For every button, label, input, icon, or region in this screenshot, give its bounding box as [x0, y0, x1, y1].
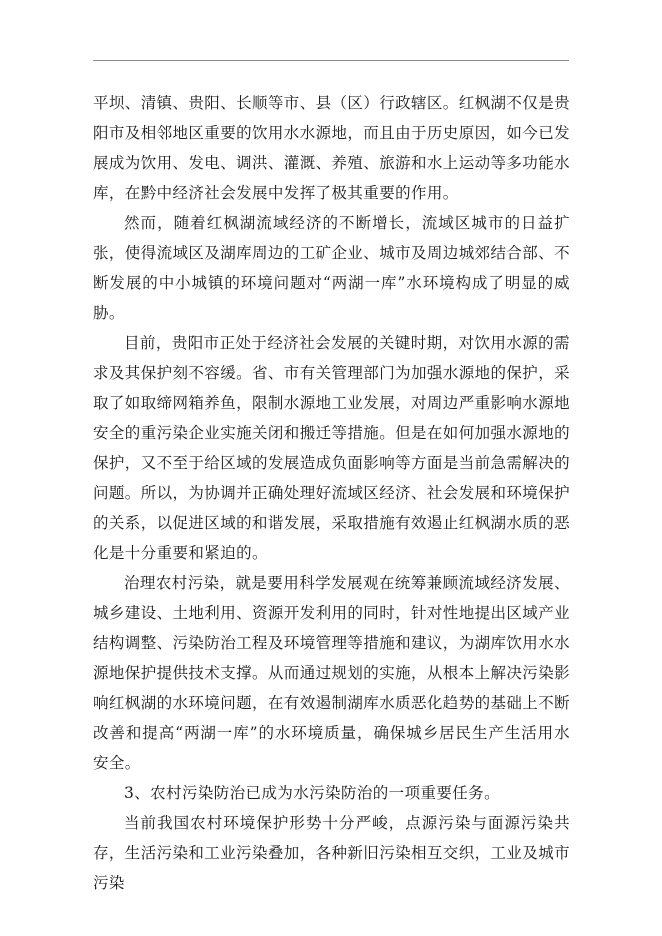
paragraph-continuation: 平坝、清镇、贵阳、长顺等市、县（区）行政辖区。红枫湖不仅是贵阳市及相邻地区重要的饮用水水源地，而且由于历史原因，如今已发展成为饮用、发电、调洪、灌溉、养殖、旅游和水上运动等多功能水库，在黔中经济社会发展中发挥了极其重要的作用。	[93, 94, 571, 202]
paragraph-rural-environment: 当前我国农村环境保护形势十分严峻，点源污染与面源污染共存，生活污染和工业污染叠加，各种新旧污染相互交织，工业及城市污染	[93, 814, 571, 892]
paragraph-rural-pollution-control: 治理农村污染，就是要用科学发展观在统筹兼顾流域经济发展、城乡建设、土地利用、资源开发利用的同时，针对性地提出区域产业结构调整、污染防治工程及环境管理等措施和建议，为湖库饮用水水源地保护提供技术支撑。从而通过规划的实施，从根本上解决污染影响红枫湖的水环境问题，在有效遏制湖库水质恶化趋势的基础上不断改善和提高“两湖一库”的水环境质量，确保城乡居民生产生活用水安全。	[93, 574, 571, 772]
paragraph-current-situation: 目前，贵阳市正处于经济社会发展的关键时期，对饮用水源的需求及其保护刻不容缓。省、市有关管理部门为加强水源地的保护，采取了如取缔网箱养鱼，限制水源地工业发展，对周边严重影响水源地安全的重污染企业实施关闭和搬迁等措施。但是在如何加强水源地的保护，又不至于给区域的发展造成负面影响等方面是当前急需解决的问题。所以，为协调并正确处理好流域区经济、社会发展和环境保护的关系，以促进区域的和谐发展，采取措施有效遏止红枫湖水质的恶化是十分重要和紧迫的。	[93, 334, 571, 562]
section-heading-3: 3、农村污染防治已成为水污染防治的一项重要任务。	[124, 784, 500, 802]
paragraph-rapid-growth: 然而，随着红枫湖流域经济的不断增长，流域区城市的日益扩张，使得流域区及湖库周边的工矿企业、城市及周边城郊结合部、不断发展的中小城镇的环境问题对“两湖一库”水环境构成了明显的威胁。	[93, 214, 571, 322]
header-rule	[93, 60, 569, 61]
document-body	[93, 88, 570, 898]
